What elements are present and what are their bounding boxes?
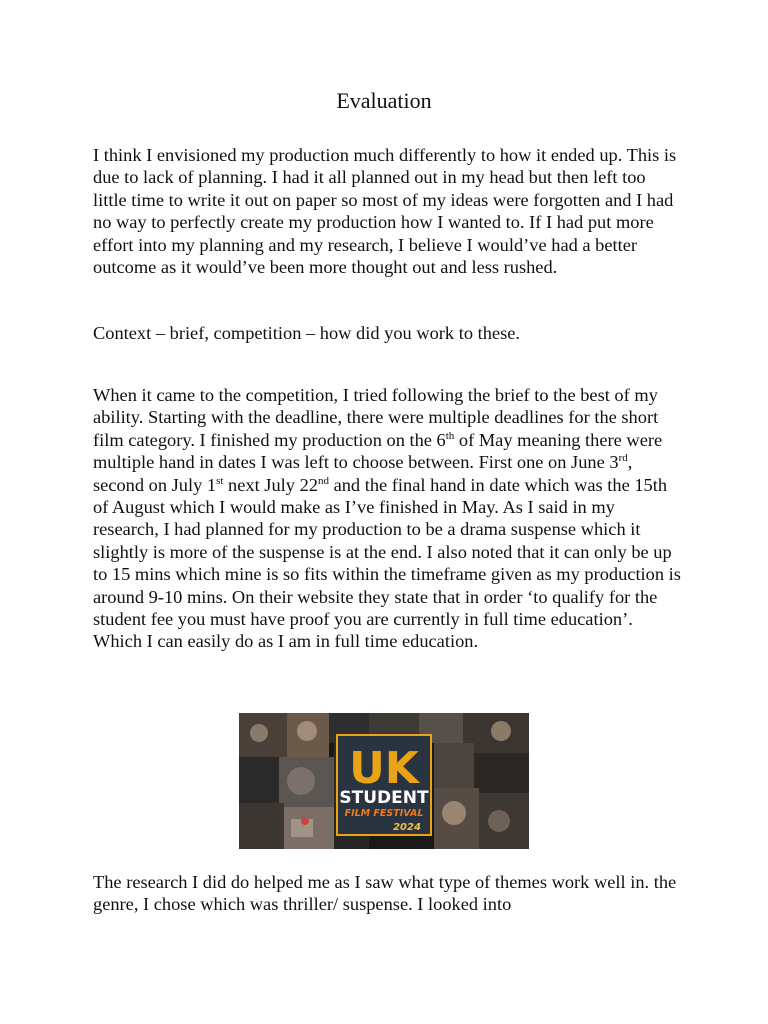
- ordinal-suffix: rd: [618, 452, 628, 465]
- festival-banner-image: [239, 713, 529, 849]
- festival-logo: [337, 735, 431, 835]
- paragraph-question: Context – brief, competition – how did you work to these.: [93, 323, 521, 343]
- text-segment: , second on July 1: [93, 452, 633, 495]
- festival-collage: [239, 713, 529, 849]
- ordinal-suffix: th: [445, 429, 455, 442]
- ordinal-suffix: nd: [317, 474, 329, 487]
- text-segment: next July 22: [223, 474, 318, 495]
- paragraph-competition: [93, 384, 681, 653]
- paragraph-research: The research I did do helped me as I saw what type of themes work well in. the genre, I chose which was thriller/ suspense. I looked into: [93, 872, 677, 915]
- logo-student-text: STUDENT: [339, 788, 429, 808]
- text-segment: When it came to the competition, I tried following the brief to the best of my ability. Starting with the deadline, there were multiple deadlines for the short film category. I finished my production on the 6: [93, 385, 659, 450]
- logo-year-text: 2024: [393, 822, 421, 833]
- text-segment: and the final hand in date which was the 15th of August which I would make as I’ve finished in May. As I said in my research, I had planned for my production to be a drama suspense which it slightly is more of the suspense is at the end. I also noted that it can only be up to 15 mins which mine is so fits within the timeframe given as my production is around 9-10 mins. On their website they state that in order ‘to qualify for the student fee you must have proof you are currently in full time education’. Which I can easily do as I am in full time education.: [93, 474, 681, 652]
- ordinal-suffix: st: [216, 474, 224, 487]
- logo-uk-text: UK: [349, 743, 419, 794]
- text-segment: of May meaning there were multiple hand in dates I was left to choose between. First one on June 3: [93, 429, 663, 473]
- paragraph-intro: I think I envisioned my production much differently to how it ended up. This is due to lack of planning. I had it all planned out in my head but then left too little time to write it out on paper so most of my ideas were forgotten and I had no way to perfectly create my production how I wanted to. If I had put more effort into my planning and my research, I believe I would’ve had a better outcome as it would’ve been more thought out and less rushed.: [93, 145, 677, 278]
- logo-film-festival-text: FILM FESTIVAL: [344, 808, 424, 819]
- page-title: Evaluation: [336, 88, 432, 113]
